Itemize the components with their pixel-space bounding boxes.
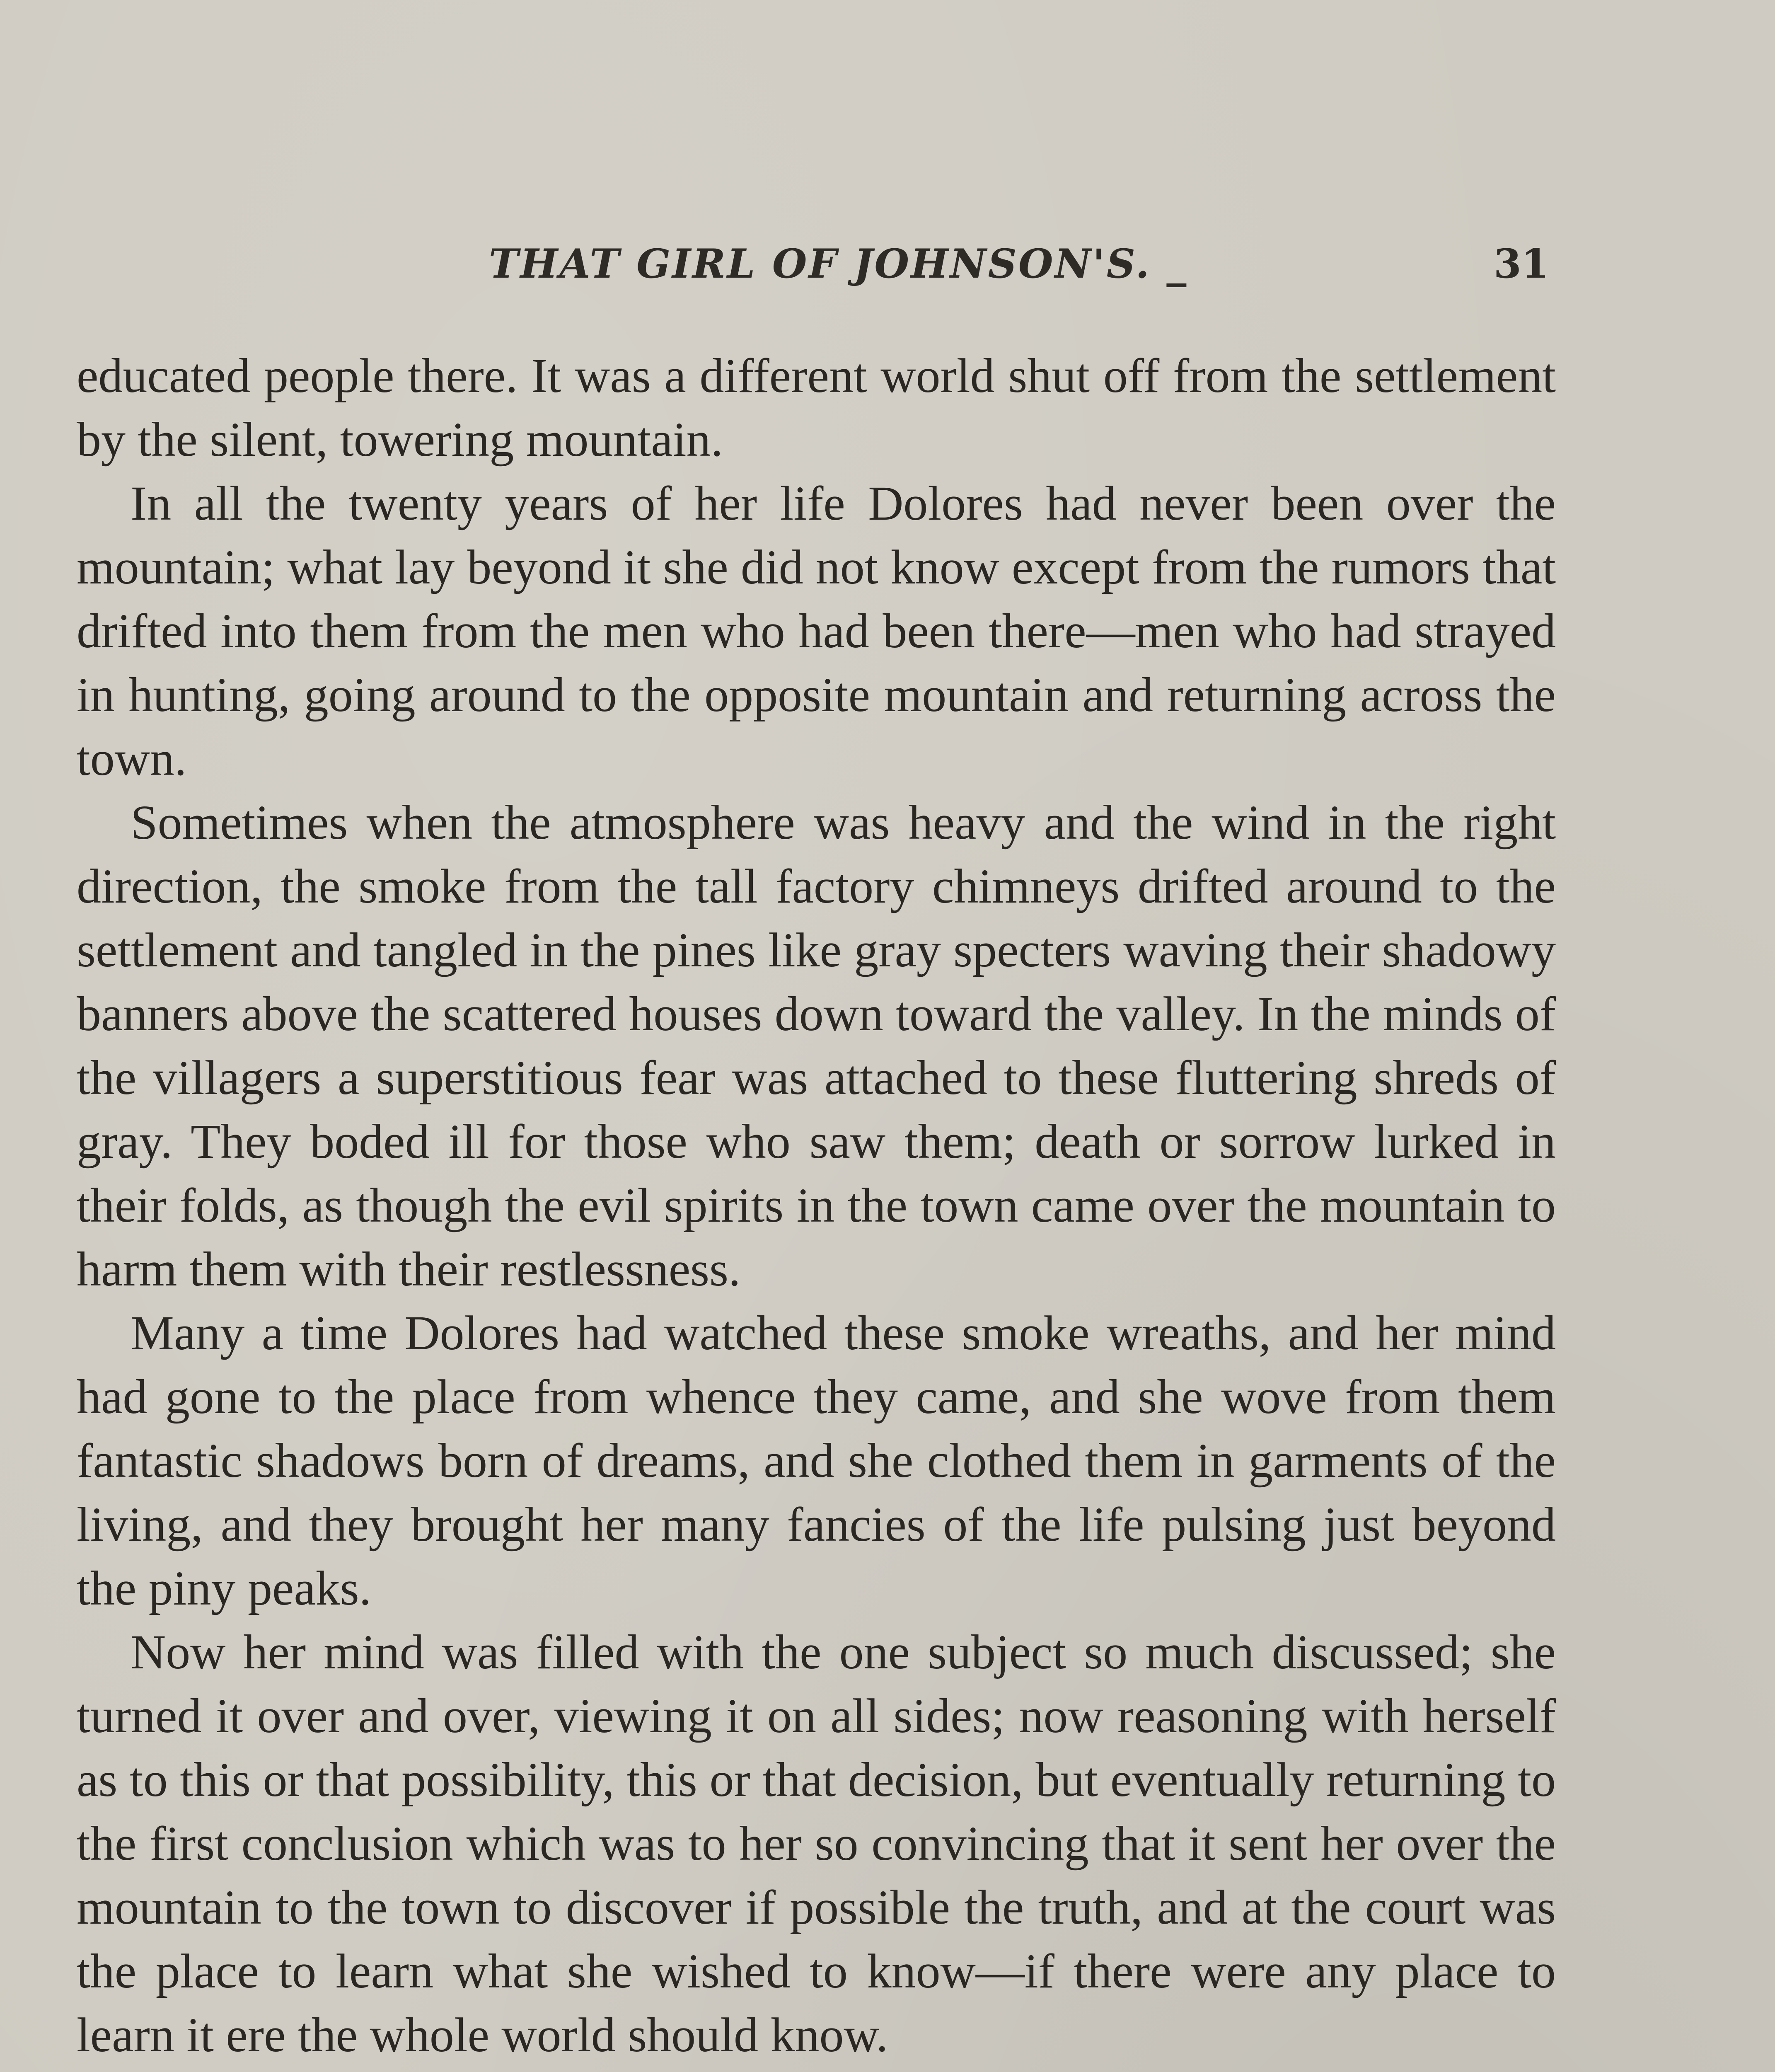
- paragraph-1: educated people there. It was a different world shut off from the settlement by the silent, towering mountain.: [77, 349, 1556, 467]
- paragraph-6: [77, 2067, 1556, 2072]
- running-title: THAT GIRL OF JOHNSON'S. _: [489, 240, 1188, 287]
- paragraph-5: Now her mind was filled with the one subject so much discussed; she turned it over and over, viewing it on all sides; now reasoning with herself as to this or that possibility, this or that decision, but eventually returning to the first conclusion which was to her so convincing that it sent her over the mountain to the town to discover if possible the truth, and at the court was the place to learn what she wished to know—if there were any place to learn it ere the whole world should know.: [77, 1625, 1556, 2062]
- paragraph-3: Sometimes when the atmosphere was heavy and the wind in the right direction, the smoke from the tall factory chimneys drifted around to the settlement and tangled in the pines like gray specters waving their shadowy banners above the scattered houses down toward the valley. In the minds of the villagers a superstitious fear was attached to these fluttering shreds of gray. They boded ill for those who saw them; death or sorrow lurked in their folds, as though the evil spirits in the town came over the mountain to harm them with their restlessness.: [77, 795, 1556, 1296]
- paragraph-2: In all the twenty years of her life Dolores had never been over the mountain; what lay beyond it she did not know except from the rumors that drifted into them from the men who had been there—men who had strayed in hunting, going around to the opposite mountain and returning across the town.: [77, 476, 1556, 786]
- paragraph-4: Many a time Dolores had watched these smoke wreaths, and her mind had gone to the place from whence they came, and she wove from them fantastic shadows born of dreams, and she clothed them in garments of the living, and they brought her many fancies of the life pulsing just beyond the piny peaks.: [77, 1306, 1556, 1615]
- page-number: 31: [1494, 240, 1549, 287]
- body-text: [77, 344, 1556, 2072]
